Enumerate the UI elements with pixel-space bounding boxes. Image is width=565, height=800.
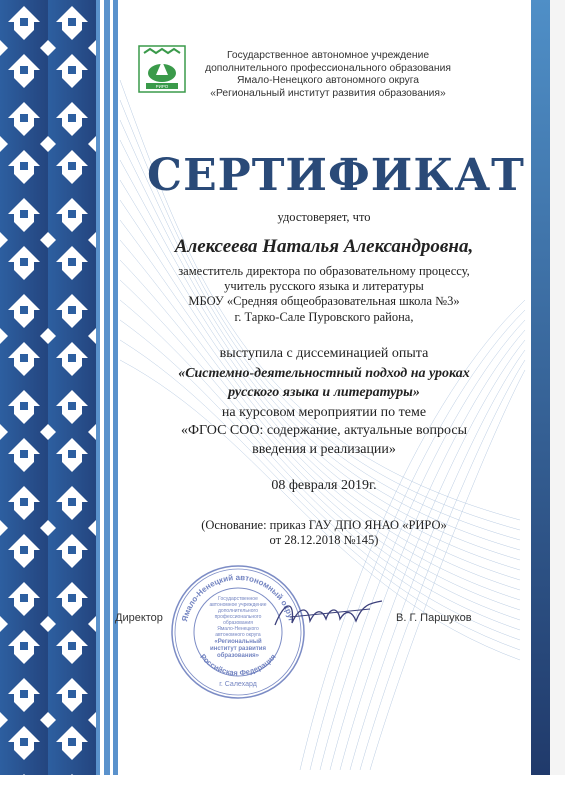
org-line-2: дополнительного профессионального образования: [205, 62, 451, 74]
stamp-inner-2: автономное учреждение: [209, 602, 267, 608]
event-line-1: «ФГОС СОО: содержание, актуальные вопросы: [181, 423, 467, 438]
organization-header: [198, 50, 458, 100]
stamp-inner-8: «Региональный: [214, 639, 262, 645]
stamp-city: г. Салехард: [219, 681, 257, 688]
certifies-text: удостоверяет, что: [277, 210, 371, 224]
org-line-1: Государственное автономное учреждение: [226, 50, 430, 61]
action-text: выступила с диссеминацией опыта: [219, 346, 429, 361]
location: г. Тарко-Сале Пуровского района,: [234, 310, 414, 324]
basis-line-1: (Основание: приказ ГАУ ДПО ЯНАО «РИРО»: [201, 518, 447, 532]
stamp-inner-1: Государственное: [218, 596, 258, 602]
topic-line-2: русского языка и литературы»: [228, 385, 420, 400]
org-line-3: Ямало-Ненецкого автономного округа: [236, 75, 420, 86]
bottom-margin: [0, 775, 565, 800]
stamp-inner-5: образования: [223, 620, 253, 626]
stamp-inner-10: образования»: [216, 653, 260, 659]
stamp-inner-9: институт развития: [210, 646, 266, 652]
institute-emblem-icon: [138, 45, 186, 93]
school-name: МБОУ «Средняя общеобразовательная школа №3»: [188, 294, 460, 308]
position-line-2: учитель русского языка и литературы: [224, 279, 424, 293]
director-name: В. Г. Паршуков: [396, 612, 472, 624]
topic-line-1: «Системно-деятельностный подход на уроках: [178, 366, 470, 381]
director-label: Директор: [115, 612, 163, 624]
event-intro: на курсовом мероприятии по теме: [221, 405, 427, 420]
director-signature: [270, 595, 390, 635]
basis-line-2: от 28.12.2018 №145): [269, 533, 379, 547]
recipient-name: Алексеева Наталья Александровна,: [174, 236, 474, 257]
stamp-outer-top: Ямало-Ненецкий автономный округ: [180, 572, 296, 623]
stamp-inner-7: автономного округа: [215, 632, 261, 638]
emblem-text: РИРО: [155, 84, 169, 89]
org-line-4: «Региональный институт развития образования»: [210, 87, 446, 99]
stamp-inner-4: профессионального: [214, 614, 262, 620]
certificate-title: СЕРТИФИКАТ: [147, 150, 525, 201]
stamp-inner-3: дополнительного: [218, 608, 258, 614]
position-line-1: заместитель директора по образовательному процессу,: [178, 264, 470, 278]
event-line-2: введения и реализации»: [252, 442, 396, 457]
stamp-inner-6: Ямало-Ненецкого: [217, 626, 259, 632]
stamp-outer-left: Российская Федерация: [198, 652, 278, 678]
certificate-date: 08 февраля 2019г.: [271, 478, 377, 493]
